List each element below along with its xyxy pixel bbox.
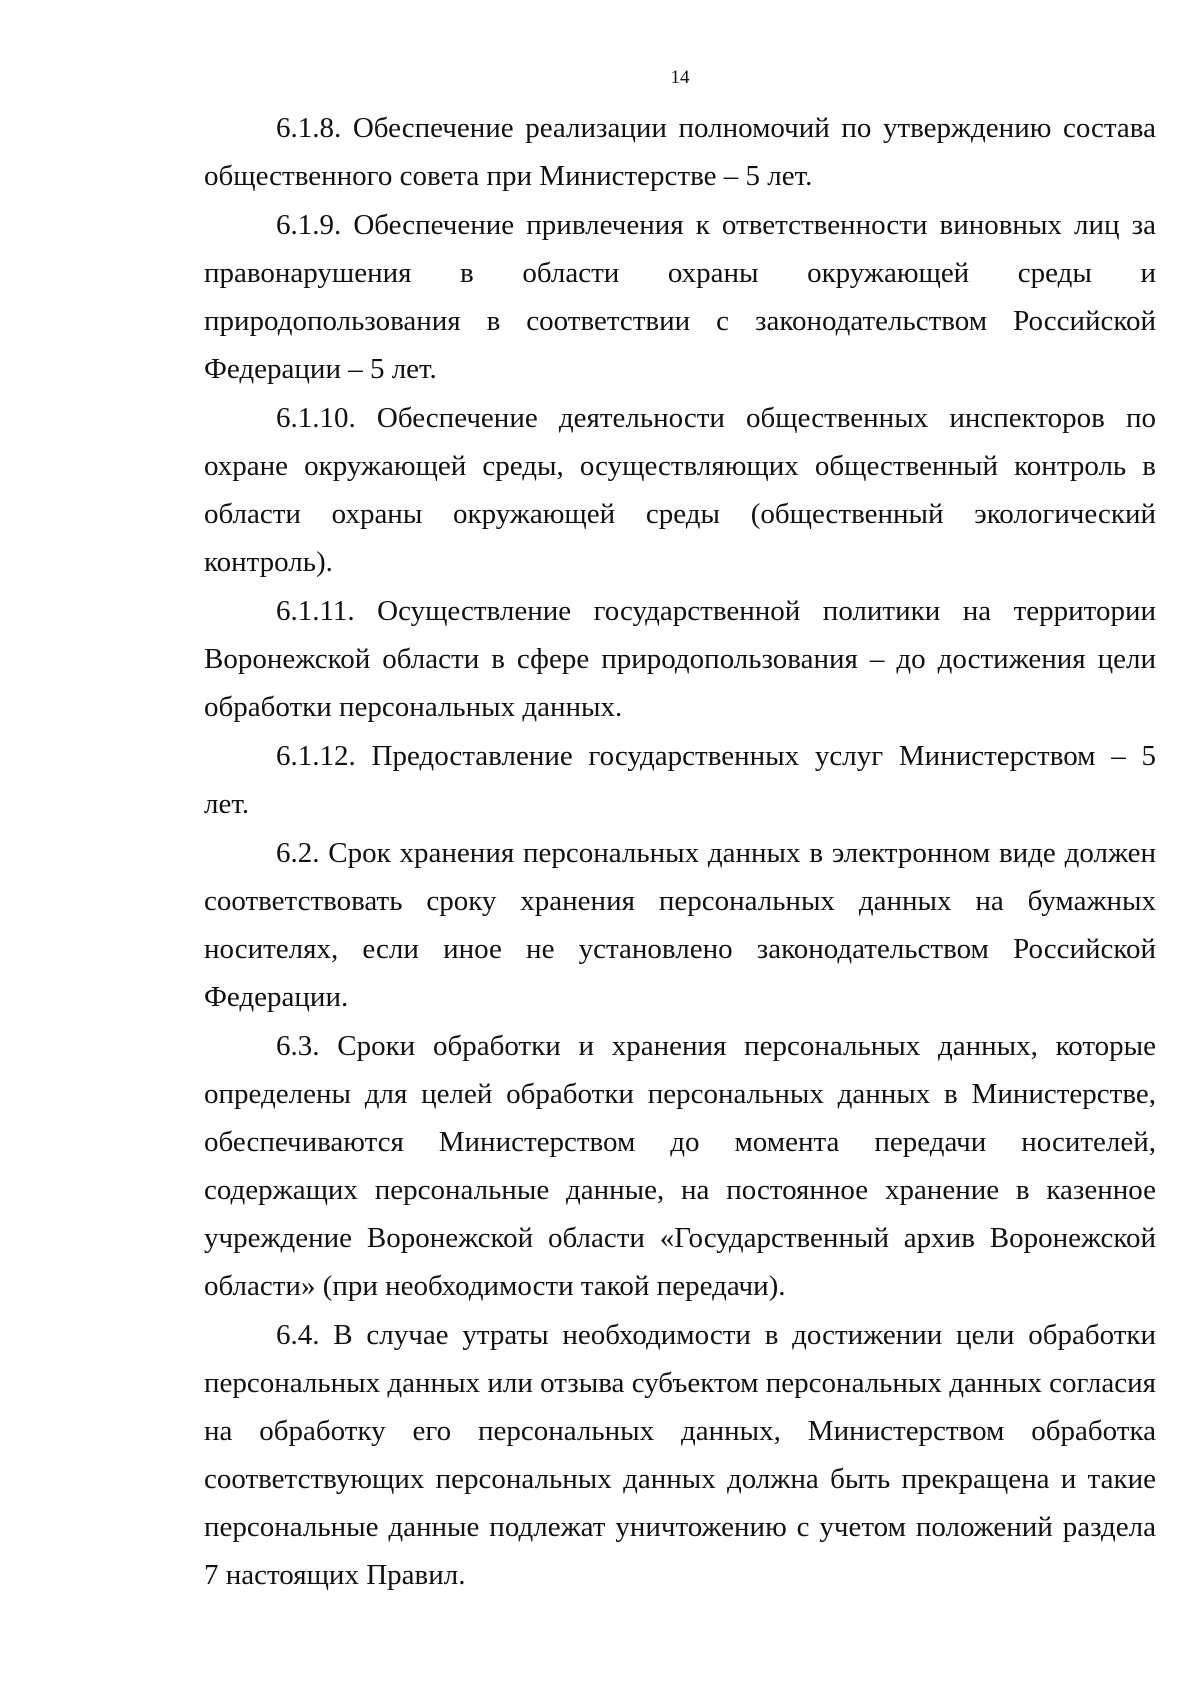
page-number: 14 bbox=[670, 67, 690, 88]
paragraph-6-1-9: 6.1.9. Обеспечение привлечения к ответственности виновных лиц за правонарушения в области охраны окружающей среды и природопользования в соответствии с законодательством Российской Федерации – 5 лет. bbox=[204, 209, 1156, 385]
paragraph-6-1-12: 6.1.12. Предоставление государственных услуг Министерством – 5 лет. bbox=[204, 740, 1156, 820]
paragraph-6-4: 6.4. В случае утраты необходимости в достижении цели обработки персональных данных или отзыва субъектом персональных данных согласия на обработку его персональных данных, Министерством обработка соответствующих персональных данных должна быть прекращена и такие персональные данные подлежат уничтожению с учетом положений раздела 7 настоящих Правил. bbox=[204, 1319, 1156, 1591]
paragraph-6-3: 6.3. Сроки обработки и хранения персональных данных, которые определены для целей обработки персональных данных в Министерстве, обеспечиваются Министерством до момента передачи носителей, содержащих персональные данные, на постоянное хранение в казенное учреждение Воронежской области «Государственный архив Воронежской области» (при необходимости такой передачи). bbox=[204, 1030, 1156, 1302]
paragraph-6-1-10: 6.1.10. Обеспечение деятельности общественных инспекторов по охране окружающей среды, осуществляющих общественный контроль в области охраны окружающей среды (общественный экологический контроль). bbox=[204, 402, 1156, 578]
document-body bbox=[204, 104, 1156, 1600]
paragraph-6-1-11: 6.1.11. Осуществление государственной политики на территории Воронежской области в сфере природопользования – до достижения цели обработки персональных данных. bbox=[204, 595, 1156, 723]
paragraph-6-1-8: 6.1.8. Обеспечение реализации полномочий по утверждению состава общественного совета при Министерстве – 5 лет. bbox=[204, 112, 1156, 192]
paragraph-6-2: 6.2. Срок хранения персональных данных в электронном виде должен соответствовать сроку хранения персональных данных на бумажных носителях, если иное не установлено законодательством Российской Федерации. bbox=[204, 837, 1156, 1013]
